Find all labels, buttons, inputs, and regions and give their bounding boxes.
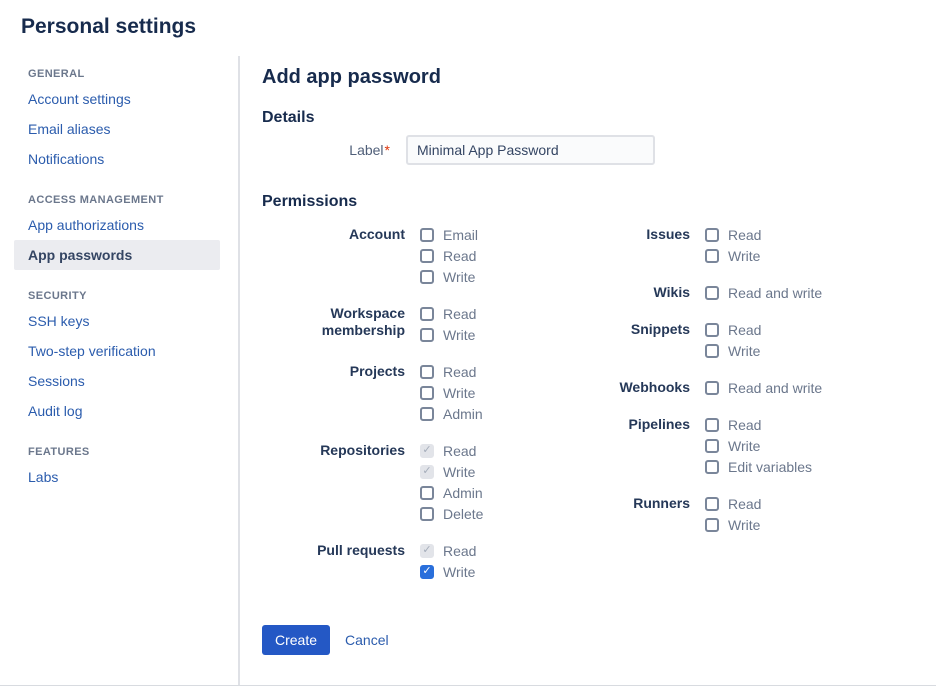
permission-option bbox=[420, 303, 476, 324]
permission-group-pull-requests bbox=[262, 540, 592, 582]
permission-option bbox=[420, 324, 476, 345]
checkbox-pull-requests-read bbox=[420, 544, 434, 558]
permission-option bbox=[705, 456, 812, 477]
permission-option bbox=[420, 461, 483, 482]
permissions-column-1 bbox=[262, 224, 592, 598]
permission-group-label: Repositories bbox=[320, 442, 405, 458]
permission-group-label: Snippets bbox=[630, 321, 690, 337]
permission-options bbox=[705, 493, 761, 535]
permission-group-label: Pipelines bbox=[628, 416, 690, 432]
permission-option-label: Read and write bbox=[728, 284, 823, 301]
checkbox-repositories-read bbox=[420, 444, 434, 458]
permission-group-label: Account bbox=[349, 226, 405, 242]
checkbox-repositories-delete[interactable] bbox=[420, 507, 434, 521]
checkbox-wikis-read-and-write[interactable] bbox=[705, 286, 719, 300]
checkbox-pipelines-edit-variables[interactable] bbox=[705, 460, 719, 474]
permission-group-account bbox=[262, 224, 592, 287]
permission-option bbox=[705, 319, 761, 340]
checkbox-snippets-write[interactable] bbox=[705, 344, 719, 358]
sidebar-section-heading: SECURITY bbox=[28, 290, 87, 302]
checkbox-webhooks-read-and-write[interactable] bbox=[705, 381, 719, 395]
permission-option bbox=[420, 503, 483, 524]
permission-option bbox=[420, 266, 478, 287]
checkbox-issues-write[interactable] bbox=[705, 249, 719, 263]
permission-option-label: Write bbox=[728, 247, 761, 264]
sidebar-section-heading: ACCESS MANAGEMENT bbox=[28, 194, 164, 206]
checkbox-runners-write[interactable] bbox=[705, 518, 719, 532]
sidebar-item-account-settings[interactable]: Account settings bbox=[28, 91, 131, 107]
permission-option-label: Delete bbox=[443, 505, 484, 522]
checkbox-pull-requests-write[interactable] bbox=[420, 565, 434, 579]
checkbox-snippets-read[interactable] bbox=[705, 323, 719, 337]
content bbox=[0, 56, 936, 686]
sidebar-item-sessions[interactable]: Sessions bbox=[28, 373, 85, 389]
label-field-label bbox=[262, 142, 390, 158]
required-asterisk: * bbox=[384, 142, 390, 158]
sidebar-item-app-authorizations[interactable]: App authorizations bbox=[28, 217, 144, 233]
checkbox-workspace-membership-read[interactable] bbox=[420, 307, 434, 321]
permission-option bbox=[705, 514, 761, 535]
sidebar-item-email-aliases[interactable]: Email aliases bbox=[28, 121, 111, 137]
checkbox-account-email[interactable] bbox=[420, 228, 434, 242]
checkbox-issues-read[interactable] bbox=[705, 228, 719, 242]
permission-option-label: Write bbox=[443, 384, 476, 401]
permission-options bbox=[420, 303, 476, 345]
permission-options bbox=[420, 440, 483, 524]
permission-option-label: Write bbox=[728, 437, 761, 454]
sidebar-section-general bbox=[0, 68, 238, 174]
details-heading: Details bbox=[262, 109, 315, 126]
sidebar-section-security bbox=[0, 290, 238, 426]
checkbox-account-write[interactable] bbox=[420, 270, 434, 284]
checkbox-pipelines-read[interactable] bbox=[705, 418, 719, 432]
sidebar-item-app-passwords[interactable]: App passwords bbox=[14, 240, 220, 270]
permission-option bbox=[420, 245, 478, 266]
permission-option bbox=[420, 440, 483, 461]
permission-group-repositories bbox=[262, 440, 592, 524]
sidebar-item-notifications[interactable]: Notifications bbox=[28, 151, 105, 167]
permission-option-label: Admin bbox=[443, 484, 483, 501]
permission-option-label: Write bbox=[728, 516, 761, 533]
permission-option-label: Read bbox=[443, 363, 477, 380]
permission-option-label: Read bbox=[728, 321, 762, 338]
permission-group-issues bbox=[592, 224, 822, 266]
sidebar bbox=[0, 56, 240, 685]
permission-option bbox=[705, 282, 822, 303]
sidebar-item-two-step-verification[interactable]: Two-step verification bbox=[28, 343, 156, 359]
permission-option-label: Write bbox=[443, 463, 476, 480]
checkbox-projects-write[interactable] bbox=[420, 386, 434, 400]
permission-group-label: Projects bbox=[349, 363, 405, 379]
permission-option-label: Read bbox=[728, 416, 762, 433]
permission-options bbox=[420, 224, 478, 287]
checkbox-repositories-write bbox=[420, 465, 434, 479]
permission-options bbox=[420, 540, 476, 582]
checkbox-account-read[interactable] bbox=[420, 249, 434, 263]
permission-group-runners bbox=[592, 493, 822, 535]
sidebar-item-ssh-keys[interactable]: SSH keys bbox=[28, 313, 90, 329]
permission-option-label: Write bbox=[728, 342, 761, 359]
permission-option-label: Read bbox=[728, 495, 762, 512]
permissions-grid bbox=[262, 224, 936, 598]
label-input[interactable] bbox=[406, 135, 655, 165]
permission-option bbox=[420, 224, 478, 245]
permission-option-label: Email bbox=[443, 226, 479, 243]
sidebar-section-features bbox=[0, 446, 238, 492]
checkbox-pipelines-write[interactable] bbox=[705, 439, 719, 453]
permission-option bbox=[420, 540, 476, 561]
permission-group-workspace-membership bbox=[262, 303, 592, 345]
label-field-text: Label bbox=[349, 142, 384, 158]
permission-group-projects bbox=[262, 361, 592, 424]
permissions-column-2 bbox=[592, 224, 822, 598]
permission-options bbox=[705, 414, 812, 477]
permission-group-label: Runners bbox=[633, 495, 690, 511]
permission-group-wikis bbox=[592, 282, 822, 303]
permission-option bbox=[420, 482, 483, 503]
checkbox-projects-read[interactable] bbox=[420, 365, 434, 379]
permission-option-label: Read bbox=[443, 542, 477, 559]
permission-group-webhooks bbox=[592, 377, 822, 398]
permission-option bbox=[705, 224, 761, 245]
label-field-row bbox=[262, 134, 936, 166]
permission-group-label: Webhooks bbox=[619, 379, 690, 395]
form-actions bbox=[262, 625, 936, 655]
permission-group-label: Wikis bbox=[653, 284, 690, 300]
permission-option bbox=[705, 435, 812, 456]
sidebar-item-audit-log[interactable]: Audit log bbox=[28, 403, 83, 419]
permissions-heading: Permissions bbox=[262, 193, 358, 210]
sidebar-section-access-management bbox=[0, 194, 238, 270]
permission-group-label: Workspace membership bbox=[321, 305, 405, 338]
permission-option-label: Read bbox=[443, 442, 477, 459]
permission-option-label: Write bbox=[443, 563, 476, 580]
sidebar-item-labs[interactable]: Labs bbox=[28, 469, 59, 485]
permission-option bbox=[705, 493, 761, 514]
permission-option bbox=[420, 561, 476, 582]
permission-option-label: Read bbox=[443, 247, 477, 264]
permission-option-label: Write bbox=[443, 268, 476, 285]
permission-option bbox=[705, 340, 761, 361]
checkbox-repositories-admin[interactable] bbox=[420, 486, 434, 500]
permission-group-snippets bbox=[592, 319, 822, 361]
checkbox-projects-admin[interactable] bbox=[420, 407, 434, 421]
permission-options bbox=[705, 377, 822, 398]
sidebar-section-heading: FEATURES bbox=[28, 446, 90, 458]
sidebar-section-heading: GENERAL bbox=[28, 68, 85, 80]
main-panel bbox=[240, 56, 936, 685]
form-title: Add app password bbox=[262, 66, 441, 88]
permission-option-label: Admin bbox=[443, 405, 483, 422]
permission-group-pipelines bbox=[592, 414, 822, 477]
checkbox-runners-read[interactable] bbox=[705, 497, 719, 511]
permission-group-label: Issues bbox=[646, 226, 690, 242]
page-title: Personal settings bbox=[21, 15, 197, 38]
permission-options bbox=[705, 319, 761, 361]
permission-options bbox=[705, 282, 822, 303]
permission-option-label: Read bbox=[443, 305, 477, 322]
permission-options bbox=[705, 224, 761, 266]
permission-option-label: Write bbox=[443, 326, 476, 343]
permission-option-label: Read and write bbox=[728, 379, 823, 396]
permission-option bbox=[420, 403, 483, 424]
permission-option bbox=[705, 377, 822, 398]
permission-option-label: Edit variables bbox=[728, 458, 813, 475]
permission-options bbox=[420, 361, 483, 424]
permission-group-label: Pull requests bbox=[317, 542, 405, 558]
cancel-link[interactable]: Cancel bbox=[345, 632, 389, 648]
permission-option bbox=[705, 414, 812, 435]
checkbox-workspace-membership-write[interactable] bbox=[420, 328, 434, 342]
create-button[interactable]: Create bbox=[262, 625, 330, 655]
permission-option bbox=[420, 361, 483, 382]
permission-option bbox=[420, 382, 483, 403]
permission-option bbox=[705, 245, 761, 266]
permission-option-label: Read bbox=[728, 226, 762, 243]
